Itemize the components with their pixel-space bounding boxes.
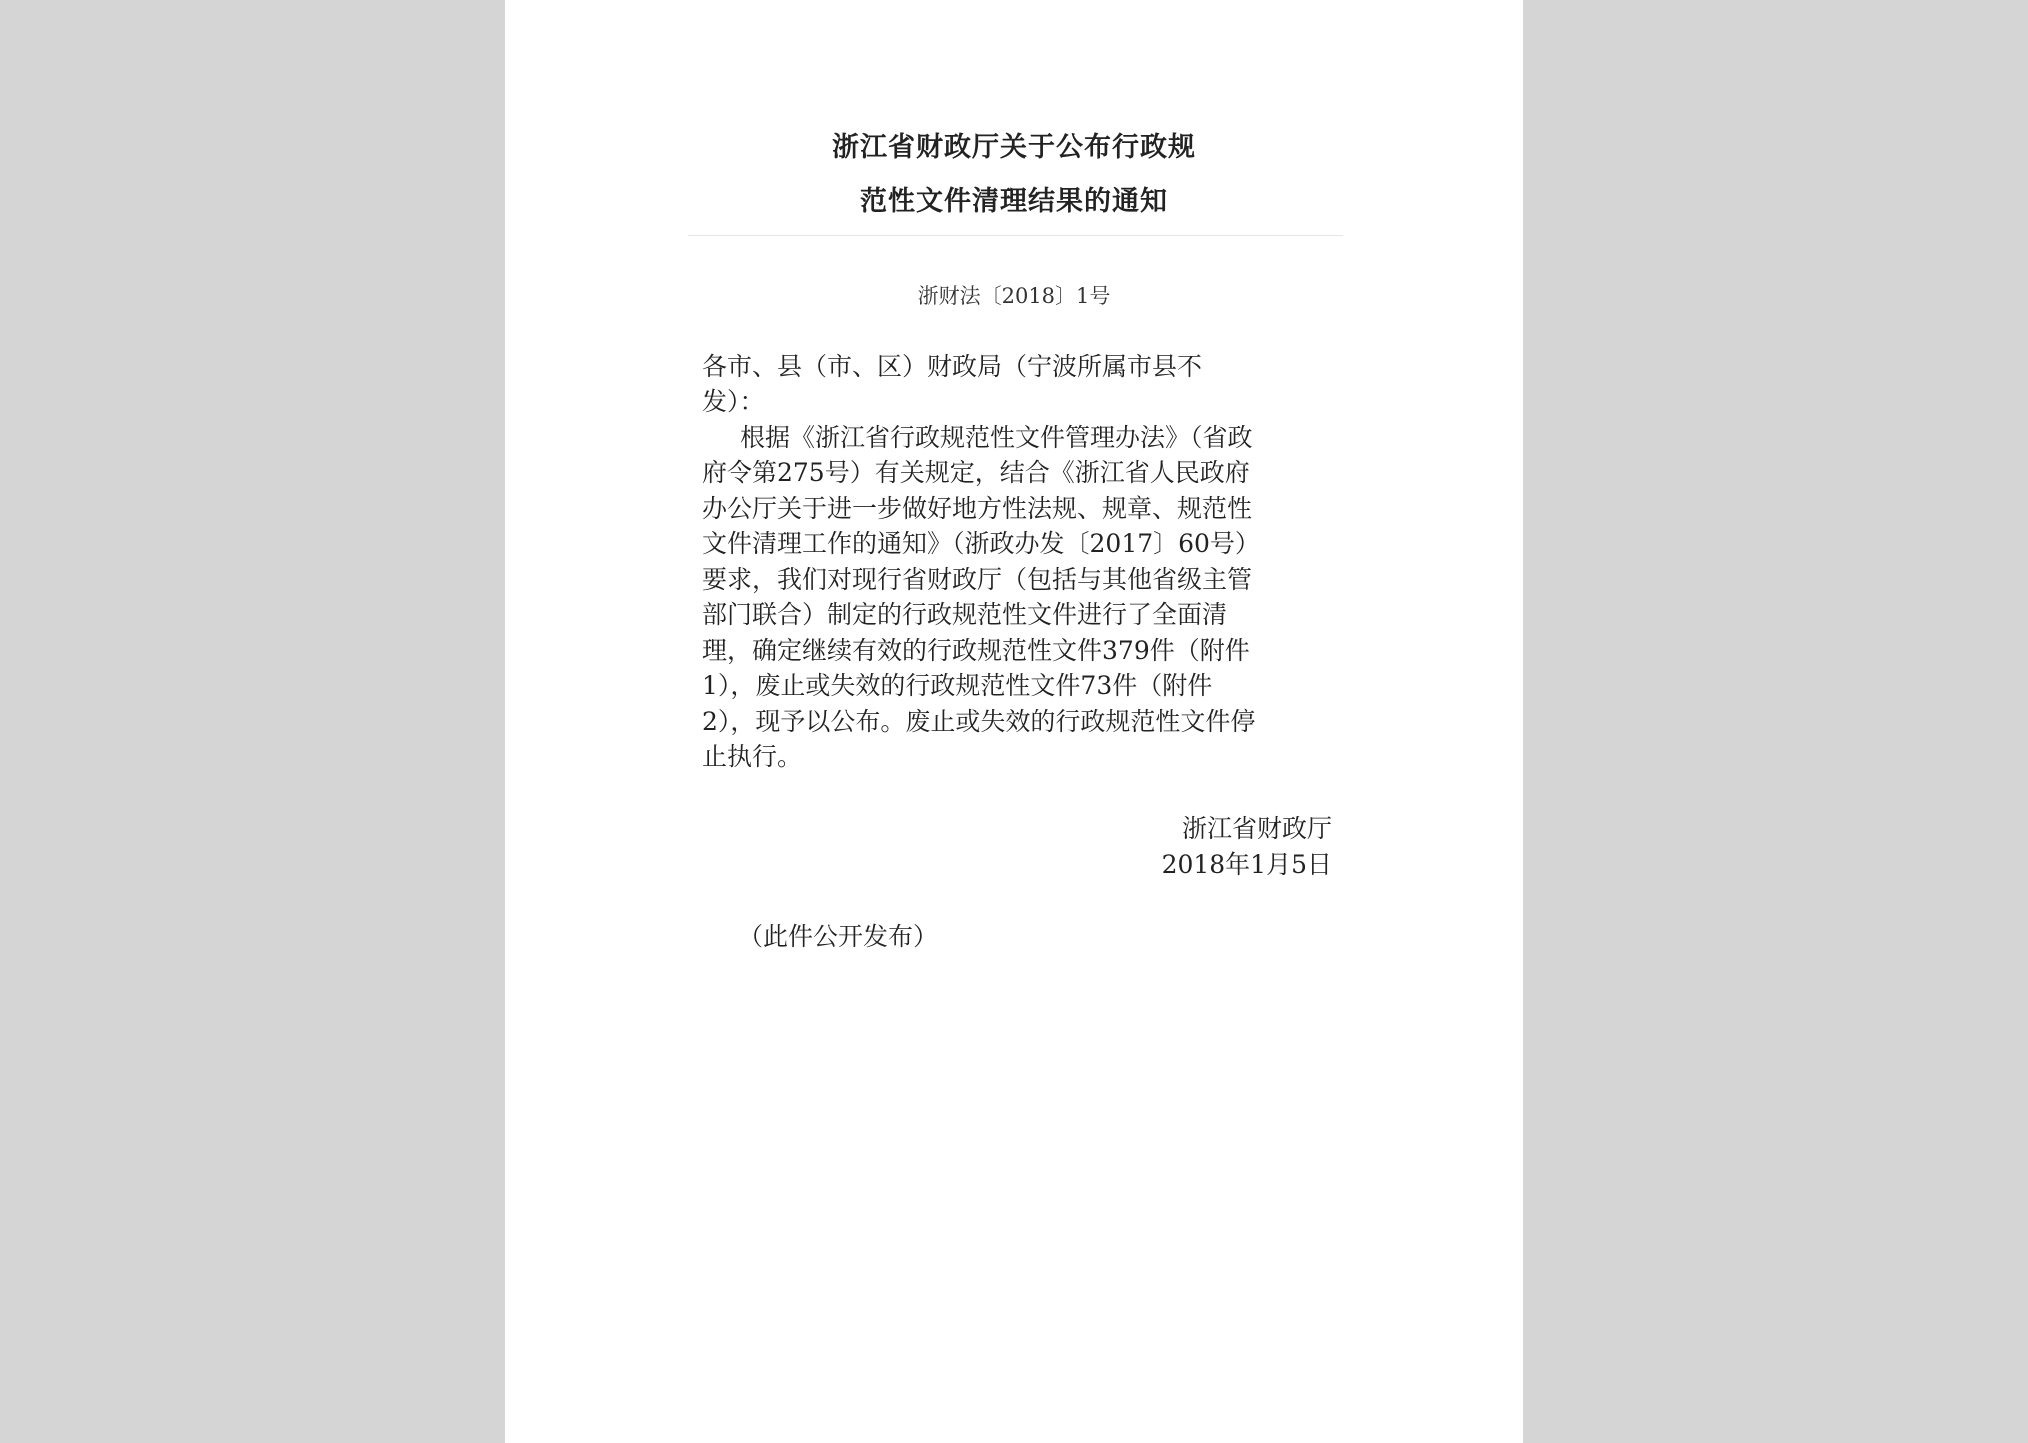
body-line: 根据《浙江省行政规范性文件管理办法》（省政 xyxy=(715,423,1253,452)
body-line: 府令第275号）有关规定，结合《浙江省人民政府 xyxy=(702,458,1250,487)
body-line: 发）： xyxy=(702,387,765,416)
publication-note: （此件公开发布） xyxy=(738,922,939,951)
body-line: 1），废止或失效的行政规范性文件73件（附件 xyxy=(702,671,1213,700)
document-page xyxy=(505,0,1523,1443)
document-title-line-1: 浙江省财政厅关于公布行政规 xyxy=(832,132,1196,163)
body-line: 办公厅关于进一步做好地方性法规、规章、规范性 xyxy=(702,494,1253,523)
title-divider xyxy=(688,235,1343,236)
body-line: 理，确定继续有效的行政规范性文件379件（附件 xyxy=(702,636,1250,665)
issue-date: 2018年1月5日 xyxy=(1161,850,1332,879)
body-line: 要求，我们对现行省财政厅（包括与其他省级主管 xyxy=(702,565,1253,594)
signatory: 浙江省财政厅 xyxy=(1181,814,1332,843)
body-line: 2），现予以公布。废止或失效的行政规范性文件停 xyxy=(702,707,1256,736)
document-number: 浙财法〔2018〕1号 xyxy=(917,284,1111,308)
document-title-line-2: 范性文件清理结果的通知 xyxy=(860,186,1168,217)
body-line: 各市、县（市、区）财政局（宁波所属市县不 xyxy=(702,352,1203,381)
body-line: 止执行。 xyxy=(702,742,803,771)
body-line: 文件清理工作的通知》（浙政办发〔2017〕60号） xyxy=(702,529,1260,558)
body-line: 部门联合）制定的行政规范性文件进行了全面清 xyxy=(702,600,1228,629)
